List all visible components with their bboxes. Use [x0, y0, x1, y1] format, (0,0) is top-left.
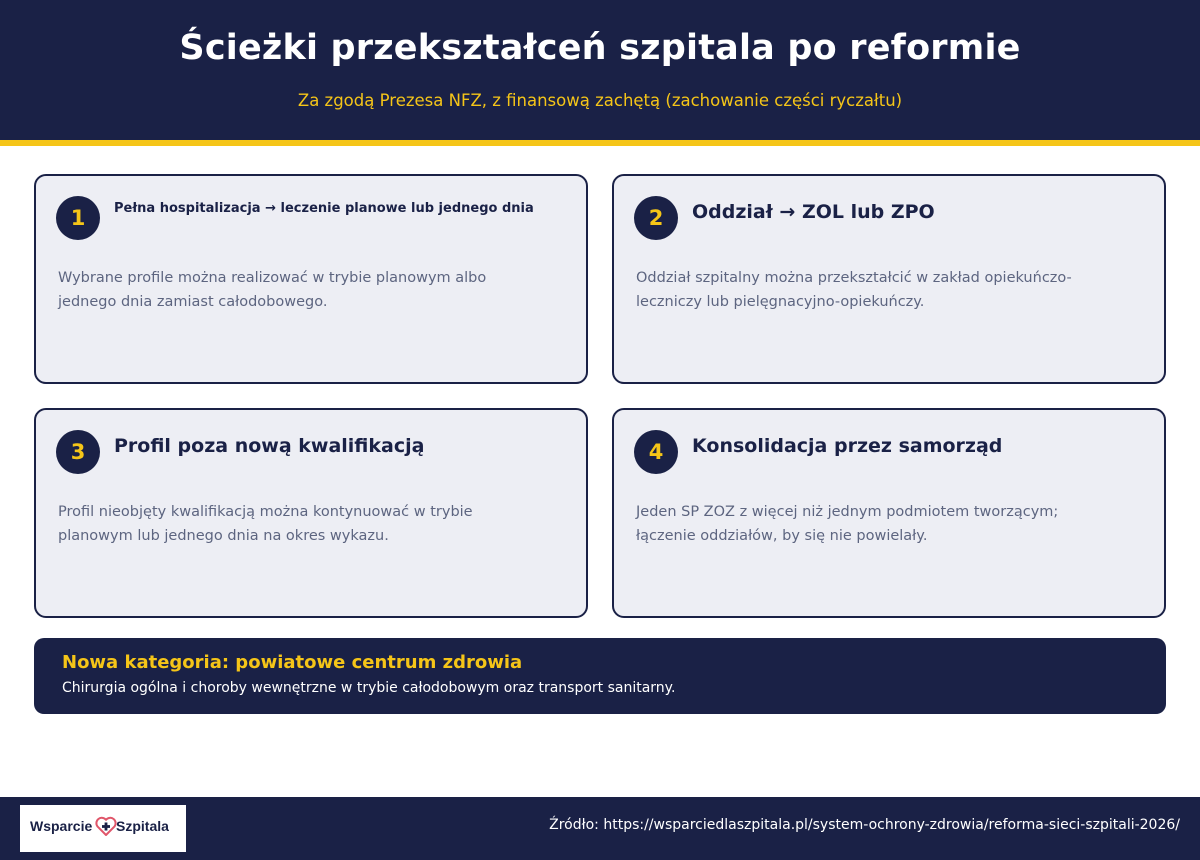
path-card-4 — [612, 408, 1166, 618]
step-number-badge: 1 — [56, 196, 100, 240]
logo-text-left: Wsparcie — [30, 818, 93, 834]
logo-text-right: Szpitala — [116, 818, 169, 834]
header-accent-stripe — [0, 140, 1200, 146]
heart-cross-icon — [94, 814, 118, 838]
card-title: Pełna hospitalizacja → leczenie planowe lub jednego dnia — [114, 201, 534, 216]
page-subtitle: Za zgodą Prezesa NFZ, z finansową zachętą (zachowanie części ryczałtu) — [297, 91, 903, 110]
step-number-badge: 4 — [634, 430, 678, 474]
footer — [0, 797, 1200, 860]
header — [0, 0, 1200, 140]
page-title: Ścieżki przekształceń szpitala po reformie — [179, 28, 1021, 68]
card-title: Profil poza nową kwalifikacją — [114, 435, 425, 457]
step-number-badge: 2 — [634, 196, 678, 240]
source-link[interactable]: Źródło: https://wsparciedlaszpitala.pl/system-ochrony-zdrowia/reforma-sieci-szpitali-2026/ — [549, 817, 1180, 833]
card-title: Oddział → ZOL lub ZPO — [692, 201, 935, 223]
banner-text: Chirurgia ogólna i choroby wewnętrzne w trybie całodobowym oraz transport sanitarny. — [62, 680, 676, 696]
path-card-2 — [612, 174, 1166, 384]
logo[interactable] — [20, 805, 186, 852]
card-description: Profil nieobjęty kwalifikacją można kontynuować w trybie planowym lub jednego dnia na okres wykazu. — [58, 504, 473, 544]
card-description: Jeden SP ZOZ z więcej niż jednym podmiotem tworzącym; łączenie oddziałów, by się nie powielały. — [636, 504, 1059, 544]
new-category-banner — [34, 638, 1166, 714]
path-card-3 — [34, 408, 588, 618]
path-card-1 — [34, 174, 588, 384]
card-description: Wybrane profile można realizować w trybie planowym albo jednego dnia zamiast całodobowego. — [58, 270, 487, 310]
step-number-badge: 3 — [56, 430, 100, 474]
card-title: Konsolidacja przez samorząd — [692, 435, 1003, 457]
card-description: Oddział szpitalny można przekształcić w zakład opiekuńczo-leczniczy lub pielęgnacyjno-opiekuńczy. — [636, 270, 1072, 310]
banner-title: Nowa kategoria: powiatowe centrum zdrowia — [62, 652, 523, 673]
